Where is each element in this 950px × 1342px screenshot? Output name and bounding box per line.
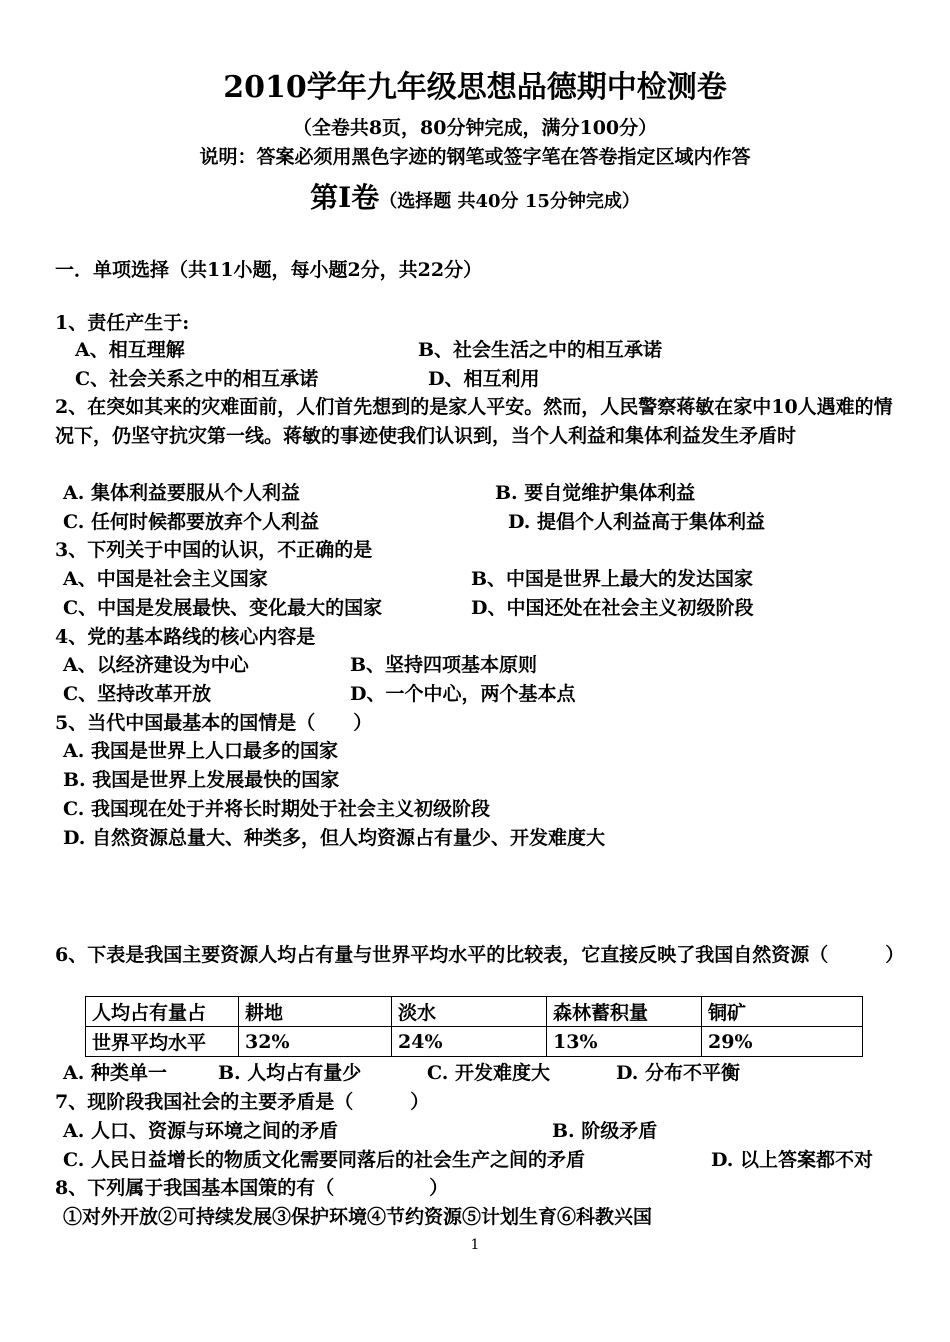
table-cell: 13% bbox=[547, 1027, 702, 1057]
q4-stem: 4、党的基本路线的核心内容是 bbox=[55, 626, 316, 648]
q8-stem: 8、下列属于我国基本国策的有（ ） bbox=[55, 1177, 449, 1199]
q6-option-d: D. 分布不平衡 bbox=[616, 1062, 741, 1084]
table-cell: 世界平均水平 bbox=[86, 1027, 239, 1057]
q2-option-b: B. 要自觉维护集体利益 bbox=[495, 482, 696, 504]
q6-stem: 6、下表是我国主要资源人均占有量与世界平均水平的比较表，它直接反映了我国自然资源（ ） bbox=[55, 944, 905, 966]
q1-option-d: D、相互利用 bbox=[428, 368, 540, 390]
q3-stem: 3、下列关于中国的认识，不正确的是 bbox=[55, 539, 373, 561]
q7-option-c: C. 人民日益增长的物质文化需要同落后的社会生产之间的矛盾 bbox=[63, 1149, 586, 1171]
q1-option-a: A、相互理解 bbox=[75, 339, 185, 361]
q5-stem: 5、当代中国最基本的国情是（ ） bbox=[55, 712, 373, 734]
table-cell: 24% bbox=[392, 1027, 547, 1057]
q2-option-d: D. 提倡个人利益高于集体利益 bbox=[508, 511, 766, 533]
q6-option-c: C. 开发难度大 bbox=[427, 1062, 551, 1084]
exam-instructions: 说明：答案必须用黑色字迹的钢笔或签字笔在答卷指定区域内作答 bbox=[199, 146, 751, 168]
q1-stem: 1、责任产生于: bbox=[55, 312, 190, 334]
q6-option-a: A. 种类单一 bbox=[63, 1062, 167, 1084]
resource-table bbox=[85, 996, 863, 1057]
exam-title: 2010学年九年级思想品德期中检测卷 bbox=[223, 70, 727, 105]
table-cell: 森林蓄积量 bbox=[547, 997, 702, 1027]
exam-info: （全卷共8页，80分钟完成，满分100分） bbox=[292, 117, 658, 139]
volume-subtitle: （选择题 共40分 15分钟完成） bbox=[379, 191, 640, 212]
q3-option-c: C、中国是发展最快、变化最大的国家 bbox=[63, 597, 383, 619]
q6-option-b: B. 人均占有量少 bbox=[218, 1062, 362, 1084]
q4-option-b: B、坚持四项基本原则 bbox=[350, 654, 538, 676]
q3-option-b: B、中国是世界上最大的发达国家 bbox=[471, 568, 754, 590]
q7-stem: 7、现阶段我国社会的主要矛盾是（ ） bbox=[55, 1091, 430, 1113]
q2-stem: 2、在突如其来的灾难面前，人们首先想到的是家人平安。然而，人民警察蒋敏在家中10人遇难的情况下，仍坚守抗灾第一线。蒋敏的事迹使我们认识到，当个人利益和集体利益发生矛盾时 bbox=[55, 396, 893, 447]
volume-title: 第Ⅰ卷 bbox=[310, 181, 380, 214]
q7-option-d: D. 以上答案都不对 bbox=[711, 1149, 874, 1171]
page-number: 1 bbox=[470, 1237, 480, 1253]
q5-option-a: A. 我国是世界上人口最多的国家 bbox=[63, 740, 338, 762]
q7-option-a: A. 人口、资源与环境之间的矛盾 bbox=[63, 1120, 338, 1142]
q2-option-c: C. 任何时候都要放弃个人利益 bbox=[63, 511, 320, 533]
q8-items: ①对外开放②可持续发展③保护环境④节约资源⑤计划生育⑥科教兴国 bbox=[63, 1206, 653, 1228]
q2-option-a: A. 集体利益要服从个人利益 bbox=[63, 482, 300, 504]
q7-option-b: B. 阶级矛盾 bbox=[552, 1120, 658, 1142]
table-cell: 耕地 bbox=[239, 997, 392, 1027]
volume-heading bbox=[0, 176, 950, 216]
table-cell: 29% bbox=[702, 1027, 863, 1057]
q5-option-b: B. 我国是世界上发展最快的国家 bbox=[63, 769, 340, 791]
table-cell: 铜矿 bbox=[702, 997, 863, 1027]
table-row bbox=[86, 1027, 863, 1057]
table-cell: 32% bbox=[239, 1027, 392, 1057]
section-heading: 一．单项选择（共11小题，每小题2分，共22分） bbox=[55, 259, 483, 281]
table-row bbox=[86, 997, 863, 1027]
q4-option-c: C、坚持改革开放 bbox=[63, 683, 212, 705]
q3-option-a: A、中国是社会主义国家 bbox=[63, 568, 268, 590]
q3-option-d: D、中国还处在社会主义初级阶段 bbox=[471, 597, 754, 619]
table-cell: 淡水 bbox=[392, 997, 547, 1027]
q1-option-b: B、社会生活之中的相互承诺 bbox=[418, 339, 663, 361]
q1-option-c: C、社会关系之中的相互承诺 bbox=[75, 368, 319, 390]
table-cell: 人均占有量占 bbox=[86, 997, 239, 1027]
q4-option-a: A、以经济建设为中心 bbox=[63, 654, 249, 676]
q5-option-d: D. 自然资源总量大、种类多，但人均资源占有量少、开发难度大 bbox=[63, 827, 606, 849]
q5-option-c: C. 我国现在处于并将长时期处于社会主义初级阶段 bbox=[63, 798, 491, 820]
q4-option-d: D、一个中心，两个基本点 bbox=[350, 683, 576, 705]
